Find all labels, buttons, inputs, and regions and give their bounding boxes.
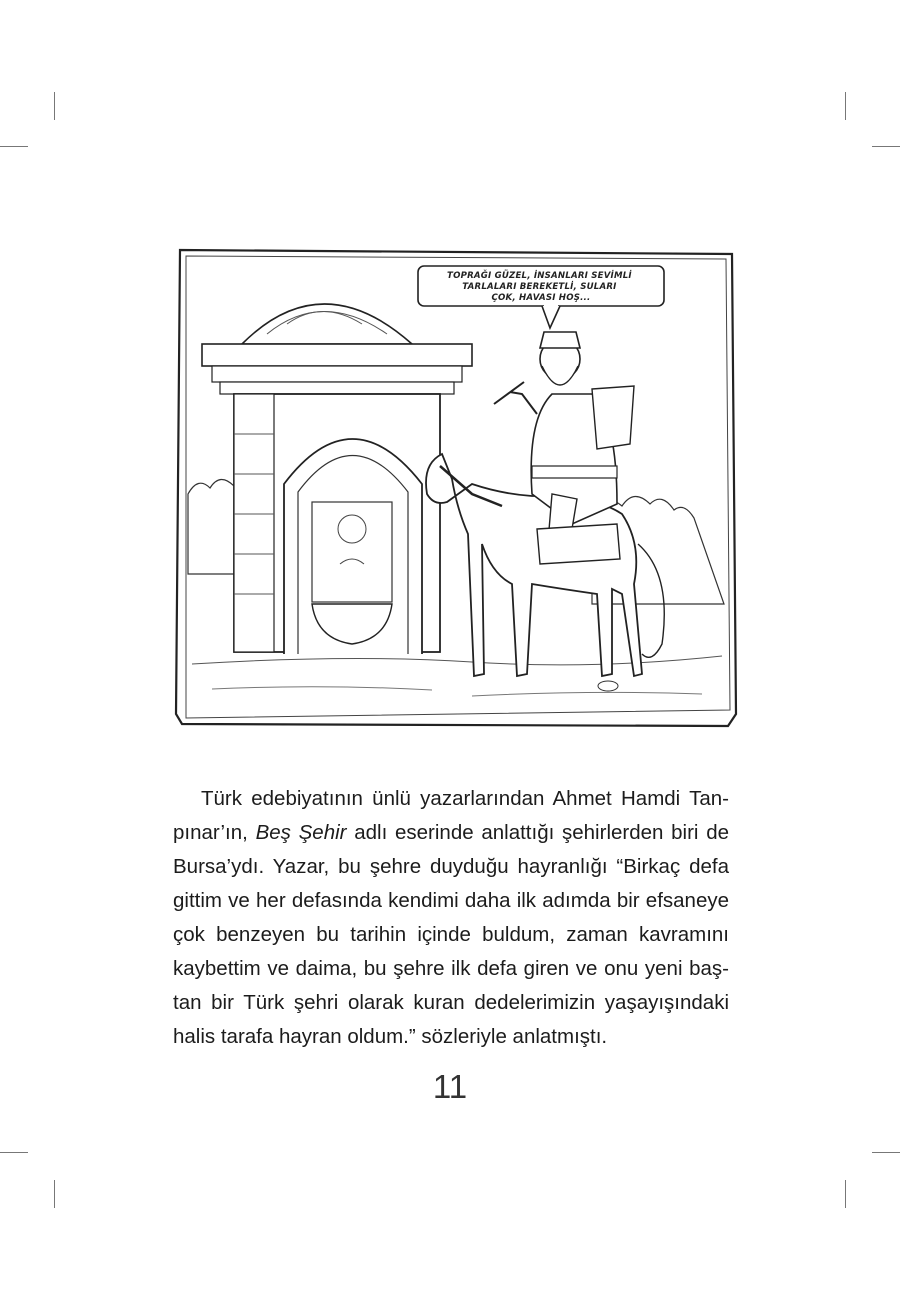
crop-mark — [54, 1180, 55, 1208]
illustration-panel — [172, 244, 740, 732]
speech-line-2: TARLALARI BEREKETLİ, SULARI — [462, 282, 617, 292]
crop-mark — [845, 92, 846, 120]
speech-line-1: TOPRAĞI GÜZEL, İNSANLARI SEVİMLİ — [447, 271, 632, 281]
book-title: Beş Şehir — [255, 821, 347, 844]
text-line: çok benzeyen bu tarihin içinde buldum, zaman kavramını — [173, 923, 729, 946]
speech-line-3: ÇOK, HAVASI HOŞ... — [491, 293, 591, 303]
crop-mark — [872, 146, 900, 147]
text-line — [173, 816, 729, 850]
text-fragment: adlı eserinde anlattığı şehirlerden biri de — [354, 821, 730, 844]
crop-mark — [845, 1180, 846, 1208]
page-number: 11 — [432, 1068, 468, 1105]
text-line: tan bir Türk şehri olarak kuran dedelerimizin yaşayışındaki — [173, 991, 729, 1014]
body-paragraph — [173, 782, 729, 1054]
text-line: kaybettim ve daima, bu şehre ilk defa giren ve onu yeni baş- — [173, 957, 729, 980]
text-line: gittim ve her defasında kendimi daha ilk adımda bir efsaneye — [173, 889, 729, 912]
crop-mark — [54, 92, 55, 120]
text-line: Bursa’ydı. Yazar, bu şehre duyduğu hayranlığı “Birkaç defa — [173, 855, 729, 878]
crop-mark — [0, 1152, 28, 1153]
crop-mark — [0, 146, 28, 147]
text-line: Türk edebiyatının ünlü yazarlarından Ahmet Hamdi Tan- — [201, 787, 729, 810]
crop-mark — [872, 1152, 900, 1153]
text-fragment: pınar’ın, — [173, 821, 248, 844]
comic-illustration — [172, 244, 740, 732]
text-line: halis tarafa hayran oldum.” sözleriyle anlatmıştı. — [173, 1025, 608, 1048]
